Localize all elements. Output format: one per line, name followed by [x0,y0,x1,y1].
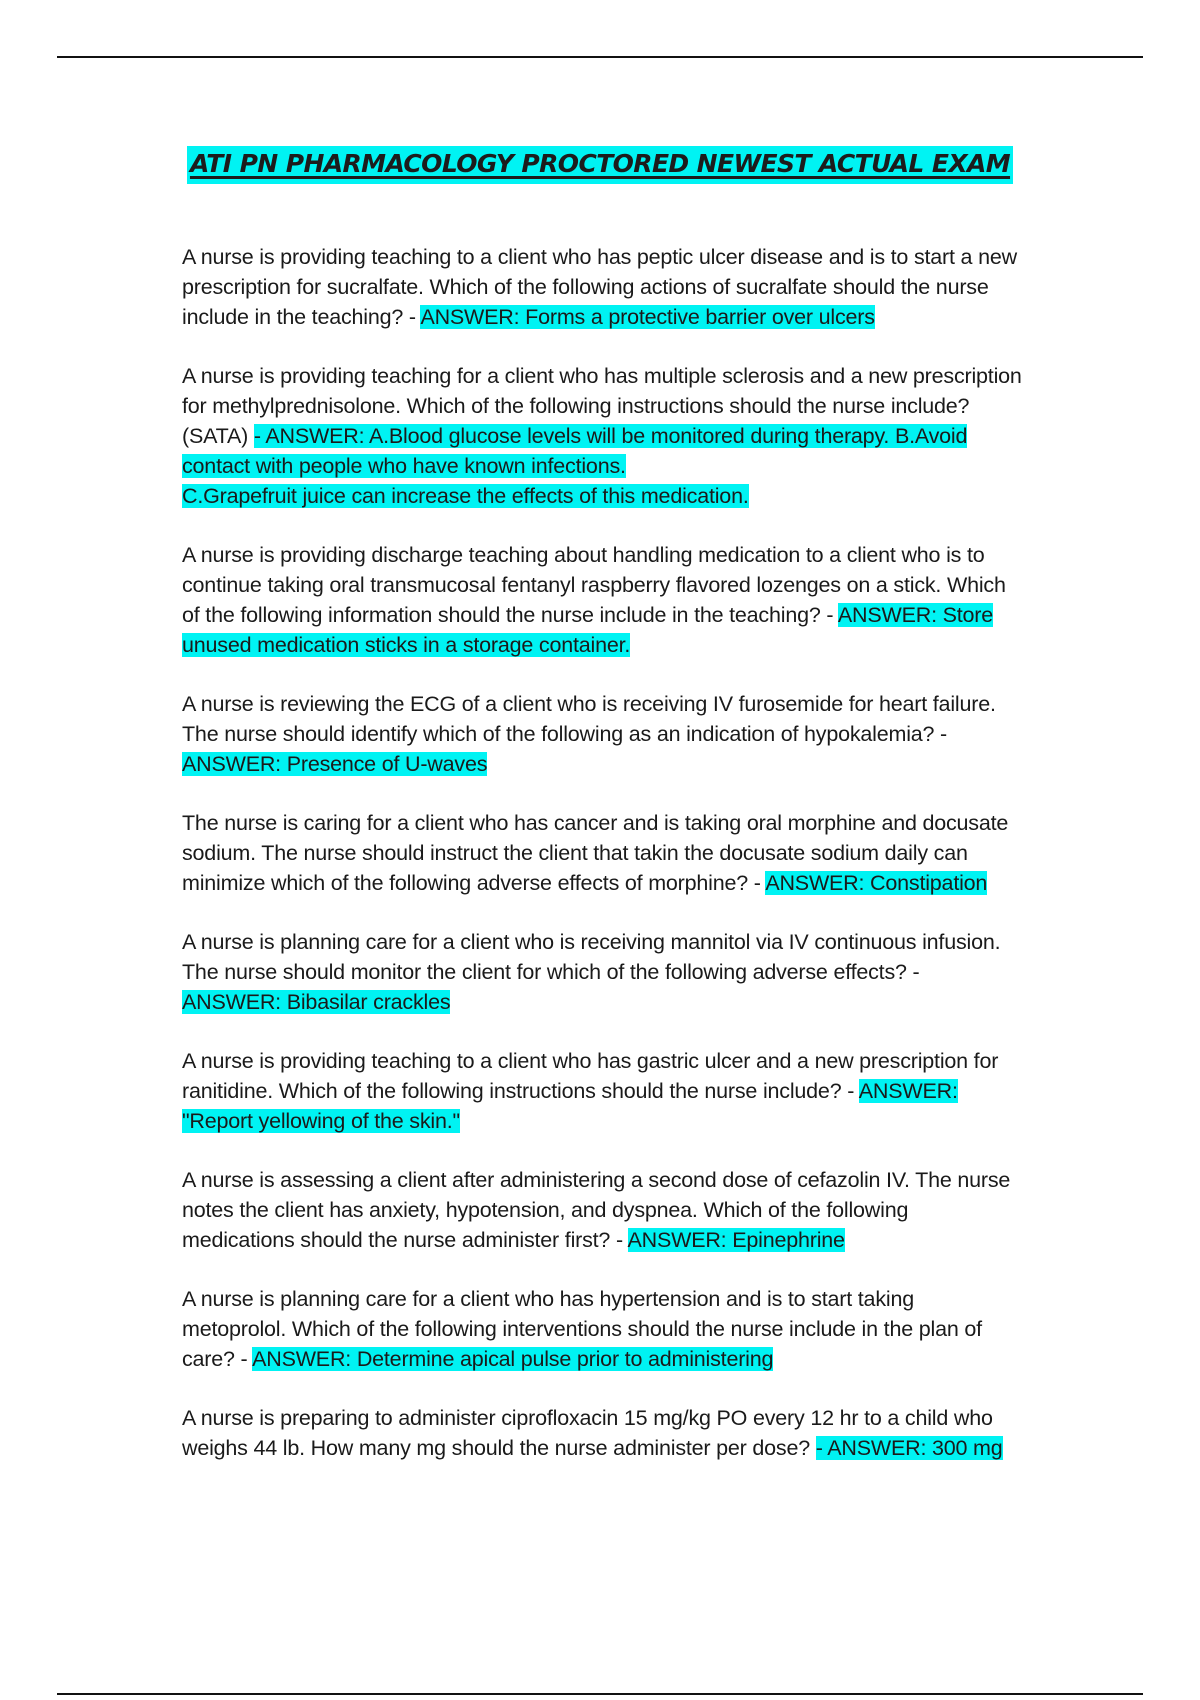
question-text: A nurse is assessing a client after administering a second dose of cefazolin IV. The nurse notes the client has anxiety, hypotension, and dyspnea. Which of the following medications should the nurse administer first? - [182,1168,1011,1252]
top-rule [57,56,1143,58]
qa-item [182,1165,1022,1255]
answer-line [182,481,1022,511]
question-text: A nurse is providing teaching to a client who has peptic ulcer disease and is to start a new prescription for sucralfate. Which of the following actions of sucralfate should the nurse include in the teaching? - [182,245,1017,329]
qa-item [182,689,1022,779]
answer-highlight-extra: C.Grapefruit juice can increase the effects of this medication. [182,484,749,508]
answer-highlight: ANSWER: Forms a protective barrier over ulcers [420,305,875,329]
qa-item [182,242,1022,332]
answer-highlight: - ANSWER: A.Blood glucose levels will be monitored during therapy. B.Avoid contact with people who have known infections. [182,424,968,478]
question-text: A nurse is providing teaching for a client who has multiple sclerosis and a new prescription for methylprednisolone. Which of the following instructions should the nurse include? (SATA) [182,364,1022,448]
question-text: A nurse is reviewing the ECG of a client who is receiving IV furosemide for heart failure. The nurse should identify which of the following as an indication of hypokalemia? - [182,692,996,746]
qa-item [182,927,1022,1017]
qa-item [182,1403,1022,1463]
question-text: A nurse is providing discharge teaching about handling medication to a client who is to continue taking oral transmucosal fentanyl raspberry flavored lozenges on a stick. Which of the following information should the nurse include in the teaching? - [182,543,1006,627]
qa-item [182,1284,1022,1374]
title-wrapper [0,146,1200,184]
answer-highlight: ANSWER: Constipation [765,871,988,895]
answer-highlight: ANSWER: Store unused medication sticks in a storage container. [182,603,994,657]
answer-highlight: ANSWER: Epinephrine [627,1228,845,1252]
qa-item [182,540,1022,660]
question-text: A nurse is planning care for a client who is receiving mannitol via IV continuous infusion. The nurse should monitor the client for which of the following adverse effects? - [182,930,1001,984]
qa-item [182,808,1022,898]
document-title: ATI PN PHARMACOLOGY PROCTORED NEWEST ACTUAL EXAM [187,146,1013,184]
question-text: A nurse is providing teaching to a client who has gastric ulcer and a new prescription for ranitidine. Which of the following instructions should the nurse include? - [182,1049,999,1103]
answer-highlight: ANSWER: Determine apical pulse prior to administering [252,1347,774,1371]
answer-highlight: ANSWER: Presence of U-waves [182,752,488,776]
answer-highlight: ANSWER: "Report yellowing of the skin." [182,1079,958,1133]
question-list [182,242,1022,1492]
qa-item [182,1046,1022,1136]
question-text: A nurse is preparing to administer ciprofloxacin 15 mg/kg PO every 12 hr to a child who weighs 44 lb. How many mg should the nurse administer per dose? [182,1406,993,1460]
answer-highlight: ANSWER: Bibasilar crackles [182,990,451,1014]
question-text: The nurse is caring for a client who has cancer and is taking oral morphine and docusate sodium. The nurse should instruct the client that takin the docusate sodium daily can minimize which of the following adverse effects of morphine? - [182,811,1009,895]
question-text: A nurse is planning care for a client who has hypertension and is to start taking metoprolol. Which of the following interventions should the nurse include in the plan of care? - [182,1287,982,1371]
bottom-rule [57,1693,1143,1695]
qa-item [182,361,1022,511]
answer-highlight: - ANSWER: 300 mg [815,1436,1003,1460]
